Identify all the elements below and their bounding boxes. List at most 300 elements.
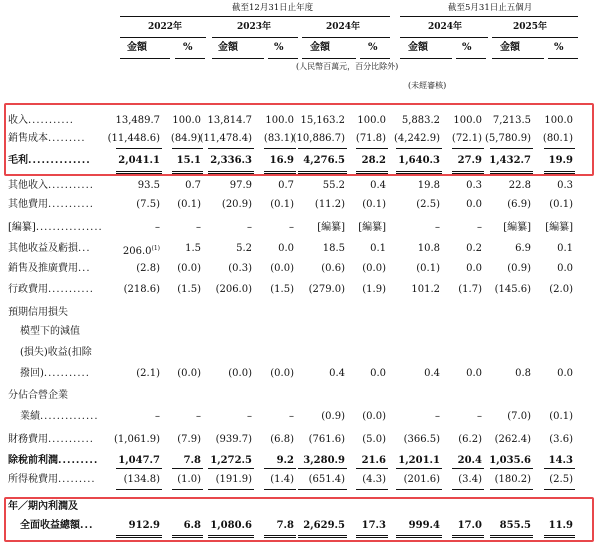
row-value (196, 410, 201, 424)
row-value-text: (0.0) (362, 263, 386, 274)
row-value-text: – (435, 222, 440, 233)
sub-rule-p1 (175, 58, 205, 59)
year-rule-2022 (120, 37, 206, 38)
row-value (177, 473, 201, 487)
row-value-text: (0.1) (549, 411, 573, 422)
row-value-text: [編纂] (545, 222, 573, 233)
underline-rule (356, 537, 388, 538)
row-value-text: (0.0) (362, 411, 386, 422)
row-value (185, 242, 201, 256)
row-value (177, 283, 201, 297)
period-header-interim: 截至5月31日止五個月 (448, 3, 533, 13)
row-value (404, 433, 440, 447)
leader-dots: ................ (35, 222, 103, 233)
row-value-text: 0.0 (466, 263, 482, 274)
row-value-text: (939.7) (215, 434, 252, 445)
row-label (8, 198, 94, 212)
row-value (293, 132, 345, 146)
row-value-text: 0.3 (466, 180, 482, 191)
row-value-text: (2.5) (549, 474, 573, 485)
row-value-text: 101.2 (411, 284, 440, 295)
underline-rule (264, 489, 296, 490)
row-value (485, 132, 531, 146)
leader-dots: ......... (58, 474, 96, 485)
row-value (118, 454, 160, 468)
underline-rule (298, 537, 347, 538)
row-value-text: (0.6) (321, 263, 345, 274)
row-value (398, 454, 440, 468)
row-value-text: (2.5) (416, 199, 440, 210)
row-value-text: 16.9 (269, 155, 294, 166)
underline-rule (298, 468, 347, 469)
row-value-text: (1,061.9) (114, 434, 160, 445)
row-value (309, 433, 345, 447)
row-value-text: (6.9) (507, 199, 531, 210)
underline-rule (264, 148, 296, 149)
row-value (177, 367, 201, 381)
footnote-marker: (1) (151, 245, 160, 252)
row-value-text: 19.8 (417, 180, 440, 191)
col-percent-2025-interim: % (554, 42, 564, 53)
table-row (0, 519, 605, 533)
underline-rule (452, 173, 484, 174)
table-row (0, 242, 605, 256)
row-label (8, 473, 96, 487)
row-value-text: 912.9 (128, 520, 160, 531)
row-value (362, 198, 386, 212)
row-value (184, 519, 201, 533)
row-value (210, 454, 252, 468)
table-row (0, 154, 605, 168)
row-label-text: 收入 (8, 115, 28, 126)
row-value (228, 367, 252, 381)
row-value-text: (3.6) (549, 434, 573, 445)
row-value (466, 367, 482, 381)
table-row (0, 367, 605, 381)
row-value-text: 3,280.9 (303, 455, 345, 466)
underline-rule (544, 148, 575, 149)
year-rule-2024-interim (400, 37, 488, 38)
row-label-text: 模型下的減值 (20, 326, 80, 337)
table-row (0, 306, 605, 320)
row-value-text: (206.0) (215, 284, 252, 295)
row-value (557, 367, 573, 381)
row-value-text: 0.1 (557, 243, 573, 254)
row-value-text: 0.7 (185, 180, 201, 191)
row-value (118, 154, 160, 168)
row-value (309, 283, 345, 297)
row-value (557, 179, 573, 193)
row-value-text: [編纂] (317, 222, 345, 233)
row-value (177, 262, 201, 276)
row-value (435, 410, 440, 424)
row-value-text: – (155, 222, 160, 233)
underline-rule (264, 173, 296, 174)
period-header-annual: 截至12月31日止年度 (232, 3, 314, 13)
row-value (515, 367, 531, 381)
row-label (8, 306, 68, 320)
underline-rule (172, 535, 203, 536)
row-value (557, 242, 573, 256)
row-value (323, 179, 345, 193)
underline-rule (264, 537, 296, 538)
underline-rule (172, 173, 203, 174)
row-value (270, 283, 294, 297)
row-value (115, 114, 160, 128)
row-label-text: 其他收入 (8, 180, 48, 191)
row-value-text: – (477, 222, 482, 233)
unit-note: (人民幣百萬元，百分比除外) (296, 62, 399, 71)
row-value-text: (1.0) (177, 474, 201, 485)
row-label (8, 132, 86, 146)
row-value-text: 1,272.5 (210, 455, 252, 466)
table-row (0, 179, 605, 193)
col-amount-2024-interim: 金額 (408, 42, 428, 53)
underline-rule (208, 537, 254, 538)
row-value (108, 132, 160, 146)
row-value-text: (218.6) (123, 284, 160, 295)
row-value (265, 114, 294, 128)
row-value-text: 22.8 (508, 180, 531, 191)
row-value (458, 454, 482, 468)
row-value-text: 21.6 (361, 455, 386, 466)
row-value-text: (0.1) (362, 199, 386, 210)
row-label-text: 銷售及推廣費用 (8, 263, 78, 274)
row-value-text: 1,432.7 (489, 155, 531, 166)
row-value-text: (191.9) (215, 474, 252, 485)
row-value (124, 283, 160, 297)
year-2024-interim: 2024年 (428, 22, 463, 32)
row-value-text: 7.8 (183, 455, 201, 466)
row-value-text: 10.8 (417, 243, 440, 254)
row-value-text: 6.9 (515, 243, 531, 254)
underline-rule (298, 173, 347, 174)
row-value (136, 262, 160, 276)
leader-dots: ........... (48, 180, 94, 191)
underline-rule (172, 489, 203, 490)
underline-rule (452, 489, 484, 490)
row-value (303, 519, 345, 533)
row-value (171, 132, 201, 146)
row-value-text: 0.0 (466, 368, 482, 379)
row-value-text: 13,489.7 (115, 115, 160, 126)
underline-rule (264, 468, 296, 469)
row-value-text: 28.2 (361, 155, 386, 166)
row-label-text: 銷售成本 (8, 133, 48, 144)
row-value (270, 367, 294, 381)
row-value-text: (3.4) (458, 474, 482, 485)
row-value (270, 198, 294, 212)
row-value (356, 132, 386, 146)
underline-rule (298, 148, 347, 149)
row-value (270, 473, 294, 487)
row-value (222, 198, 252, 212)
row-label-text: 分佔合營企業 (8, 390, 68, 401)
row-value (549, 519, 573, 533)
table-row (0, 454, 605, 468)
row-label (8, 283, 94, 297)
row-value (362, 154, 386, 168)
row-value-text: 0.8 (515, 368, 531, 379)
row-value (515, 242, 531, 256)
row-value (210, 519, 252, 533)
leader-dots: ......... (48, 133, 86, 144)
row-value-text: (0.1) (549, 199, 573, 210)
row-value-text: 1,047.7 (118, 455, 160, 466)
leader-dots: ... (78, 263, 91, 274)
row-value (289, 221, 294, 235)
row-value (200, 132, 252, 146)
period-header-interim-rule (400, 16, 578, 17)
underline-rule (544, 173, 575, 174)
row-label (20, 325, 80, 339)
row-value (509, 179, 531, 193)
row-value (362, 454, 386, 468)
row-value-text: (0.9) (321, 411, 345, 422)
row-value-text: 11.9 (548, 520, 573, 531)
underline-rule (298, 171, 347, 172)
row-value (416, 198, 440, 212)
row-value-text: (72.1) (451, 133, 482, 144)
row-value-text: 1,201.1 (398, 455, 440, 466)
row-value (398, 154, 440, 168)
col-percent-2024-interim: % (462, 42, 472, 53)
underline-rule (264, 535, 296, 536)
row-value (323, 242, 345, 256)
row-value-text: (0.3) (228, 263, 252, 274)
row-value (370, 179, 386, 193)
underline-rule (116, 468, 162, 469)
underline-rule (452, 535, 484, 536)
row-value-text: – (196, 411, 201, 422)
table-row (0, 346, 605, 360)
row-value-text: 206.0 (122, 246, 152, 257)
year-rule-2023 (212, 37, 298, 38)
row-value-text: (5.0) (362, 434, 386, 445)
row-value-text: 1,640.3 (398, 155, 440, 166)
row-label (8, 154, 91, 168)
row-value-text: – (289, 411, 294, 422)
row-value (507, 410, 531, 424)
table-row (0, 410, 605, 424)
year-2025-interim: 2025年 (513, 22, 548, 32)
underline-rule (116, 171, 162, 172)
row-value (172, 114, 201, 128)
leader-dots: ........... (48, 284, 94, 295)
row-value-text: (145.6) (494, 284, 531, 295)
row-value (409, 519, 440, 533)
row-value (321, 410, 345, 424)
underline-rule (396, 468, 442, 469)
row-value-text: (651.4) (308, 474, 345, 485)
row-label-text: 其他費用 (8, 199, 48, 210)
row-value (300, 114, 345, 128)
leader-dots: .............. (40, 411, 99, 422)
row-value (466, 242, 482, 256)
underline-rule (544, 535, 575, 536)
leader-dots: ........... (48, 434, 94, 445)
row-value (216, 473, 252, 487)
row-label (8, 389, 68, 403)
row-value-text: (11.2) (314, 199, 345, 210)
row-value-text: (761.6) (308, 434, 345, 445)
underline-rule (172, 468, 203, 469)
row-value-text: 97.9 (229, 180, 252, 191)
row-value (129, 519, 160, 533)
table-row (0, 500, 605, 514)
row-value-text: 93.5 (137, 180, 160, 191)
row-label (8, 433, 94, 447)
row-value-text: (2.1) (136, 368, 160, 379)
row-value-text: 0.2 (466, 243, 482, 254)
underline-rule (172, 148, 203, 149)
year-rule-2025-interim (492, 37, 578, 38)
row-value-text: (0.0) (270, 263, 294, 274)
row-value-text: (11,448.6) (107, 133, 160, 144)
underline-rule (116, 535, 162, 536)
row-value (489, 454, 531, 468)
row-value (418, 179, 440, 193)
row-value-text: (0.0) (177, 368, 201, 379)
row-value-text: 0.1 (370, 243, 386, 254)
row-value-text: (1.4) (270, 474, 294, 485)
row-value (317, 221, 345, 235)
row-label-text: (損失)收益(扣除 (20, 347, 92, 358)
leader-dots: ........... (48, 199, 94, 210)
row-value (416, 262, 440, 276)
table-row (0, 473, 605, 487)
row-value-text: (279.0) (308, 284, 345, 295)
leader-dots: ... (78, 243, 91, 254)
row-value (289, 410, 294, 424)
row-value-text: (0.0) (177, 263, 201, 274)
row-label-text: 毛利 (8, 155, 28, 166)
row-value-text: 6.8 (183, 520, 201, 531)
sub-rule-a1 (120, 58, 170, 59)
period-header-annual-rule (120, 16, 390, 17)
underline-rule (208, 535, 254, 536)
underline-rule (544, 171, 575, 172)
row-value (155, 410, 160, 424)
row-value-text: 2,041.1 (118, 155, 160, 166)
row-value (466, 198, 482, 212)
underline-rule (356, 148, 388, 149)
row-value-text: (7.5) (136, 199, 160, 210)
row-value (507, 262, 531, 276)
row-value (458, 473, 482, 487)
row-label (8, 262, 91, 276)
row-value-text: (2.8) (136, 263, 160, 274)
row-value-text: 0.0 (557, 368, 573, 379)
row-value (362, 283, 386, 297)
row-value-text: 15,163.2 (300, 115, 345, 126)
row-value-text: 0.4 (370, 180, 386, 191)
row-value (495, 283, 531, 297)
row-value (270, 154, 294, 168)
row-value-text: 7,213.5 (492, 115, 531, 126)
row-value-text: (201.6) (403, 474, 440, 485)
row-value (362, 519, 386, 533)
row-value (493, 114, 531, 128)
row-value-text: (11,478.4) (199, 133, 252, 144)
row-value (216, 433, 252, 447)
row-value (321, 262, 345, 276)
row-value (477, 410, 482, 424)
row-value (370, 367, 386, 381)
row-value (210, 154, 252, 168)
underline-rule (356, 489, 388, 490)
row-value-text: 0.7 (278, 180, 294, 191)
row-label-text: 行政費用 (8, 284, 48, 295)
underline-rule (116, 537, 162, 538)
underline-rule (452, 537, 484, 538)
row-value (435, 221, 440, 235)
row-value (138, 179, 160, 193)
row-value-text: (180.2) (494, 474, 531, 485)
row-value-text: (134.8) (123, 474, 160, 485)
table-row (0, 389, 605, 403)
row-value-text: 27.9 (457, 155, 482, 166)
row-value-text: (0.1) (416, 263, 440, 274)
underline-rule (208, 468, 254, 469)
row-label (8, 221, 103, 235)
col-percent-2023: % (274, 42, 284, 53)
underline-rule (490, 535, 533, 536)
row-value (236, 242, 252, 256)
row-value (543, 132, 573, 146)
row-value-text: – (435, 411, 440, 422)
underline-rule (116, 173, 162, 174)
row-value-text: (2.0) (549, 284, 573, 295)
row-value (458, 433, 482, 447)
row-value-text: 2,336.3 (210, 155, 252, 166)
row-value-text: (5,780.9) (485, 133, 531, 144)
row-label-text: 除稅前利潤 (8, 455, 58, 466)
table-row (0, 325, 605, 339)
sub-rule-a4 (400, 58, 452, 59)
col-percent-2022: % (183, 42, 193, 53)
row-value (196, 221, 201, 235)
row-value-text: (6.8) (270, 434, 294, 445)
underline-rule (452, 148, 484, 149)
row-value (507, 198, 531, 212)
row-value (411, 283, 440, 297)
table-row (0, 262, 605, 276)
row-label (8, 114, 74, 128)
row-value (466, 262, 482, 276)
row-value (303, 454, 345, 468)
row-value-text: (262.4) (494, 434, 531, 445)
sub-rule-p4 (456, 58, 486, 59)
row-value-text: (0.1) (270, 199, 294, 210)
row-value-text: [編纂] (358, 222, 386, 233)
underline-rule (490, 468, 533, 469)
table-row (0, 114, 605, 128)
row-value-text: 17.3 (361, 520, 386, 531)
row-value (136, 367, 160, 381)
row-value-text: 55.2 (322, 180, 345, 191)
row-value (362, 433, 386, 447)
row-value (477, 221, 482, 235)
row-value-text: 19.9 (548, 155, 573, 166)
row-value (277, 454, 294, 468)
row-value-text: 5.2 (236, 243, 252, 254)
row-value-text: (80.1) (542, 133, 573, 144)
year-2023: 2023年 (237, 22, 272, 32)
row-value (549, 454, 573, 468)
row-value-text: 100.0 (453, 115, 482, 126)
leader-dots: ........... (28, 115, 74, 126)
